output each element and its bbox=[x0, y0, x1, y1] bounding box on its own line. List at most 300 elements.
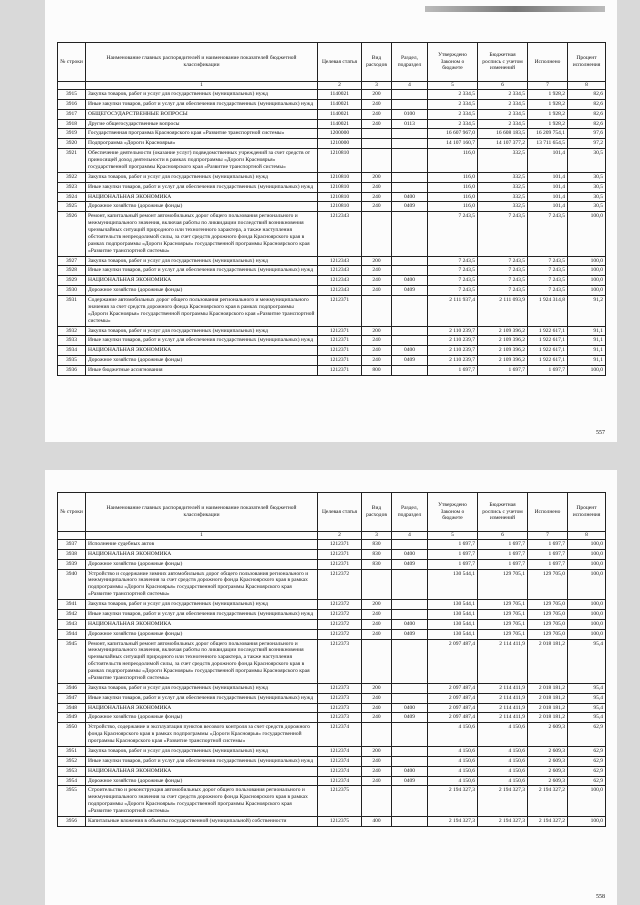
target-article: 1212373 bbox=[318, 703, 362, 713]
row-name: Исполнение судебных актов bbox=[86, 539, 318, 549]
target-article: 1212372 bbox=[318, 629, 362, 639]
row-name: Устройство, содержание и эксплуатация пунктов весового контроля за счет средств дорожного фонда Красноярского края в рамках подпрограммы «Дороги Красноярья» государственной программы Красноярского края «Развитие транспортной системы» bbox=[86, 723, 318, 747]
row-number: 3941 bbox=[58, 600, 86, 610]
table-row bbox=[58, 129, 606, 139]
schedule-amount: 129 705,1 bbox=[478, 609, 528, 619]
percent-executed: 62,9 bbox=[568, 756, 606, 766]
approved-amount: 130 544,1 bbox=[428, 629, 478, 639]
row-number: 3926 bbox=[58, 212, 86, 256]
row-name: Иные закупки товаров, работ и услуг для обеспечения государственных (муниципальных) нужд bbox=[86, 756, 318, 766]
schedule-amount: 2 109 396,2 bbox=[478, 326, 528, 336]
target-article: 1212373 bbox=[318, 693, 362, 703]
target-article: 1212374 bbox=[318, 776, 362, 786]
approved-amount: 116,0 bbox=[428, 192, 478, 202]
schedule-amount: 2 114 411,9 bbox=[478, 683, 528, 693]
column-numbers bbox=[58, 82, 606, 90]
target-article: 1210810 bbox=[318, 202, 362, 212]
target-article: 1212343 bbox=[318, 276, 362, 286]
approved-amount: 2 097 487,4 bbox=[428, 639, 478, 683]
target-article: 1212343 bbox=[318, 286, 362, 296]
approved-amount: 7 243,5 bbox=[428, 212, 478, 256]
percent-executed: 82,6 bbox=[568, 89, 606, 99]
header-approved: Утверждено Законом о бюджете bbox=[428, 493, 478, 532]
row-name: НАЦИОНАЛЬНАЯ ЭКОНОМИКА bbox=[86, 276, 318, 286]
row-name: НАЦИОНАЛЬНАЯ ЭКОНОМИКА bbox=[86, 549, 318, 559]
section-code: 0400 bbox=[392, 276, 428, 286]
approved-amount: 2 097 487,4 bbox=[428, 693, 478, 703]
executed-amount: 101,4 bbox=[528, 192, 568, 202]
row-name: Другие общегосударственные вопросы bbox=[86, 119, 318, 129]
percent-executed: 100,0 bbox=[568, 256, 606, 266]
table-row bbox=[58, 539, 606, 549]
executed-amount: 2 609,3 bbox=[528, 776, 568, 786]
table-row bbox=[58, 99, 606, 109]
section-code bbox=[392, 693, 428, 703]
approved-amount: 7 243,5 bbox=[428, 256, 478, 266]
percent-executed: 91,2 bbox=[568, 296, 606, 327]
executed-amount: 16 209 754,1 bbox=[528, 129, 568, 139]
expense-type: 240 bbox=[362, 619, 392, 629]
table-row bbox=[58, 139, 606, 149]
header-executed: Исполнено bbox=[528, 43, 568, 82]
section-code bbox=[392, 172, 428, 182]
section-code: 0400 bbox=[392, 346, 428, 356]
target-article: 1210810 bbox=[318, 149, 362, 173]
header-type: Вид расходов bbox=[362, 493, 392, 532]
executed-amount: 2 018 181,2 bbox=[528, 713, 568, 723]
schedule-amount: 2 194 327,3 bbox=[478, 786, 528, 817]
percent-executed: 100,0 bbox=[568, 569, 606, 600]
table-row bbox=[58, 816, 606, 826]
section-code bbox=[392, 149, 428, 173]
colnum: 1 bbox=[86, 82, 318, 90]
executed-amount: 7 243,5 bbox=[528, 266, 568, 276]
header-name: Наименование главных распорядителей и наименование показателей бюджетной классификации bbox=[86, 43, 318, 82]
section-code bbox=[392, 539, 428, 549]
section-code: 0409 bbox=[392, 202, 428, 212]
executed-amount: 2 194 327,2 bbox=[528, 786, 568, 817]
section-code: 0400 bbox=[392, 192, 428, 202]
percent-executed: 100,0 bbox=[568, 366, 606, 376]
target-article: 1210810 bbox=[318, 182, 362, 192]
colnum: 2 bbox=[318, 82, 362, 90]
percent-executed: 30,5 bbox=[568, 172, 606, 182]
schedule-amount: 2 109 396,2 bbox=[478, 336, 528, 346]
row-number: 3939 bbox=[58, 559, 86, 569]
percent-executed: 91,1 bbox=[568, 356, 606, 366]
row-number: 3930 bbox=[58, 286, 86, 296]
executed-amount: 2 018 181,2 bbox=[528, 639, 568, 683]
target-article: 1212343 bbox=[318, 212, 362, 256]
expense-type: 830 bbox=[362, 559, 392, 569]
table-row bbox=[58, 366, 606, 376]
table-row bbox=[58, 683, 606, 693]
row-number: 3927 bbox=[58, 256, 86, 266]
row-number: 3929 bbox=[58, 276, 86, 286]
expense-type: 200 bbox=[362, 326, 392, 336]
table-row bbox=[58, 109, 606, 119]
target-article: 1212371 bbox=[318, 539, 362, 549]
row-number: 3931 bbox=[58, 296, 86, 327]
approved-amount: 130 544,1 bbox=[428, 569, 478, 600]
schedule-amount: 7 243,5 bbox=[478, 212, 528, 256]
section-code bbox=[392, 723, 428, 747]
schedule-amount: 7 243,5 bbox=[478, 286, 528, 296]
approved-amount: 4 150,6 bbox=[428, 766, 478, 776]
section-code bbox=[392, 816, 428, 826]
row-name: Подпрограмма «Дороги Красноярья» bbox=[86, 139, 318, 149]
header-row-no: № строки bbox=[58, 493, 86, 532]
row-name: Ремонт, капитальный ремонт автомобильных дорог общего пользования регионального и межмуниципального значения, включая работы по ликвидации последствий возникновения чрезвычайных ситуаций природного или техногенного характера, а также наступления обстоятельств непреодолимой силы, за счет средств дорожного фонда Красноярского края в рамках подпрограммы «Дороги Красноярья» государственной программы Красноярского края «Развитие транспортной системы» bbox=[86, 639, 318, 683]
percent-executed: 30,5 bbox=[568, 192, 606, 202]
schedule-amount: 2 194 327,3 bbox=[478, 816, 528, 826]
row-name: НАЦИОНАЛЬНАЯ ЭКОНОМИКА bbox=[86, 346, 318, 356]
header-section: Раздел, подраздел bbox=[392, 43, 428, 82]
percent-executed: 30,5 bbox=[568, 182, 606, 192]
section-code bbox=[392, 99, 428, 109]
target-article: 1140021 bbox=[318, 99, 362, 109]
table-row bbox=[58, 296, 606, 327]
row-number: 3932 bbox=[58, 326, 86, 336]
percent-executed: 62,9 bbox=[568, 766, 606, 776]
percent-executed: 91,1 bbox=[568, 326, 606, 336]
target-article: 1212372 bbox=[318, 609, 362, 619]
approved-amount: 2 110 239,7 bbox=[428, 326, 478, 336]
target-article: 1212374 bbox=[318, 746, 362, 756]
executed-amount: 129 705,0 bbox=[528, 609, 568, 619]
approved-amount: 14 107 160,7 bbox=[428, 139, 478, 149]
schedule-amount: 7 243,5 bbox=[478, 256, 528, 266]
row-name: НАЦИОНАЛЬНАЯ ЭКОНОМИКА bbox=[86, 619, 318, 629]
executed-amount: 2 018 181,2 bbox=[528, 693, 568, 703]
table-row bbox=[58, 629, 606, 639]
colnum: 6 bbox=[478, 532, 528, 540]
row-number: 3923 bbox=[58, 182, 86, 192]
target-article: 1212373 bbox=[318, 713, 362, 723]
percent-executed: 100,0 bbox=[568, 600, 606, 610]
section-code: 0400 bbox=[392, 703, 428, 713]
section-code bbox=[392, 639, 428, 683]
table-row bbox=[58, 723, 606, 747]
header-type: Вид расходов bbox=[362, 43, 392, 82]
schedule-amount: 1 697,7 bbox=[478, 559, 528, 569]
target-article: 1212343 bbox=[318, 266, 362, 276]
row-number: 3942 bbox=[58, 609, 86, 619]
schedule-amount: 1 697,7 bbox=[478, 539, 528, 549]
target-article: 1140021 bbox=[318, 119, 362, 129]
approved-amount: 4 150,6 bbox=[428, 723, 478, 747]
expense-type: 240 bbox=[362, 756, 392, 766]
expense-type: 240 bbox=[362, 202, 392, 212]
row-number: 3951 bbox=[58, 746, 86, 756]
header-section: Раздел, подраздел bbox=[392, 493, 428, 532]
percent-executed: 100,0 bbox=[568, 266, 606, 276]
percent-executed: 82,6 bbox=[568, 99, 606, 109]
table-row bbox=[58, 703, 606, 713]
percent-executed: 100,0 bbox=[568, 629, 606, 639]
target-article: 1212374 bbox=[318, 756, 362, 766]
percent-executed: 95,4 bbox=[568, 713, 606, 723]
executed-amount: 129 705,0 bbox=[528, 600, 568, 610]
row-number: 3915 bbox=[58, 89, 86, 99]
target-article: 1212343 bbox=[318, 256, 362, 266]
approved-amount: 1 697,7 bbox=[428, 366, 478, 376]
target-article: 1212372 bbox=[318, 619, 362, 629]
executed-amount: 1 928,2 bbox=[528, 109, 568, 119]
section-code: 0409 bbox=[392, 776, 428, 786]
percent-executed: 30,5 bbox=[568, 149, 606, 173]
row-name: НАЦИОНАЛЬНАЯ ЭКОНОМИКА bbox=[86, 766, 318, 776]
table-row bbox=[58, 326, 606, 336]
section-code bbox=[392, 182, 428, 192]
document-page-558 bbox=[45, 470, 617, 905]
table-row bbox=[58, 182, 606, 192]
expense-type: 830 bbox=[362, 549, 392, 559]
section-code bbox=[392, 326, 428, 336]
row-number: 3943 bbox=[58, 619, 86, 629]
schedule-amount: 2 334,5 bbox=[478, 109, 528, 119]
expense-type bbox=[362, 786, 392, 817]
colnum: 7 bbox=[528, 532, 568, 540]
schedule-amount: 129 705,1 bbox=[478, 629, 528, 639]
percent-executed: 91,1 bbox=[568, 346, 606, 356]
percent-executed: 95,4 bbox=[568, 683, 606, 693]
executed-amount: 2 194 327,2 bbox=[528, 816, 568, 826]
row-name: ОБЩЕГОСУДАРСТВЕННЫЕ ВОПРОСЫ bbox=[86, 109, 318, 119]
approved-amount: 4 150,6 bbox=[428, 746, 478, 756]
approved-amount: 2 110 239,7 bbox=[428, 356, 478, 366]
schedule-amount: 2 114 411,9 bbox=[478, 639, 528, 683]
row-number: 3937 bbox=[58, 539, 86, 549]
colnum: 5 bbox=[428, 532, 478, 540]
executed-amount: 101,4 bbox=[528, 182, 568, 192]
table-row bbox=[58, 766, 606, 776]
target-article: 1212374 bbox=[318, 723, 362, 747]
percent-executed: 62,9 bbox=[568, 746, 606, 756]
row-name: Иные закупки товаров, работ и услуг для обеспечения государственных (муниципальных) нужд bbox=[86, 693, 318, 703]
approved-amount: 1 697,7 bbox=[428, 549, 478, 559]
executed-amount: 1 922 617,1 bbox=[528, 356, 568, 366]
percent-executed: 91,1 bbox=[568, 336, 606, 346]
expense-type bbox=[362, 129, 392, 139]
approved-amount: 2 334,5 bbox=[428, 89, 478, 99]
expense-type: 800 bbox=[362, 366, 392, 376]
percent-executed: 97,6 bbox=[568, 129, 606, 139]
expense-type: 240 bbox=[362, 266, 392, 276]
row-number: 3954 bbox=[58, 776, 86, 786]
schedule-amount: 1 697,7 bbox=[478, 366, 528, 376]
schedule-amount: 4 150,6 bbox=[478, 723, 528, 747]
percent-executed: 100,0 bbox=[568, 286, 606, 296]
table-row bbox=[58, 559, 606, 569]
expense-type: 240 bbox=[362, 703, 392, 713]
target-article: 1212375 bbox=[318, 816, 362, 826]
expense-type: 240 bbox=[362, 713, 392, 723]
colnum: 7 bbox=[528, 82, 568, 90]
percent-executed: 100,0 bbox=[568, 276, 606, 286]
expense-type: 240 bbox=[362, 356, 392, 366]
section-code bbox=[392, 89, 428, 99]
row-name: Государственная программа Красноярского края «Развитие транспортной системы» bbox=[86, 129, 318, 139]
schedule-amount: 4 150,6 bbox=[478, 746, 528, 756]
executed-amount: 1 697,7 bbox=[528, 559, 568, 569]
table-row bbox=[58, 119, 606, 129]
executed-amount: 1 928,2 bbox=[528, 89, 568, 99]
executed-amount: 1 922 617,1 bbox=[528, 336, 568, 346]
colnum: 4 bbox=[392, 532, 428, 540]
expense-type: 240 bbox=[362, 276, 392, 286]
percent-executed: 30,5 bbox=[568, 202, 606, 212]
row-name: Закупка товаров, работ и услуг для государственных (муниципальных) нужд bbox=[86, 326, 318, 336]
executed-amount: 1 928,2 bbox=[528, 119, 568, 129]
expense-type: 240 bbox=[362, 693, 392, 703]
header-executed: Исполнено bbox=[528, 493, 568, 532]
row-name: Иные закупки товаров, работ и услуг для обеспечения государственных (муниципальных) нужд bbox=[86, 609, 318, 619]
table-row bbox=[58, 212, 606, 256]
row-number: 3924 bbox=[58, 192, 86, 202]
colnum: 8 bbox=[568, 532, 606, 540]
executed-amount: 1 922 617,1 bbox=[528, 326, 568, 336]
section-code bbox=[392, 683, 428, 693]
expense-type bbox=[362, 212, 392, 256]
expense-type: 830 bbox=[362, 539, 392, 549]
row-name: Дорожное хозяйство (дорожные фонды) bbox=[86, 202, 318, 212]
row-number: 3918 bbox=[58, 119, 86, 129]
executed-amount: 1 922 617,1 bbox=[528, 346, 568, 356]
table-row bbox=[58, 172, 606, 182]
schedule-amount: 2 111 093,9 bbox=[478, 296, 528, 327]
expense-type bbox=[362, 296, 392, 327]
approved-amount: 16 607 967,0 bbox=[428, 129, 478, 139]
approved-amount: 116,0 bbox=[428, 182, 478, 192]
schedule-amount: 4 150,6 bbox=[478, 756, 528, 766]
table-row bbox=[58, 746, 606, 756]
approved-amount: 2 110 239,7 bbox=[428, 346, 478, 356]
row-number: 3940 bbox=[58, 569, 86, 600]
row-number: 3920 bbox=[58, 139, 86, 149]
section-code bbox=[392, 256, 428, 266]
table-row bbox=[58, 346, 606, 356]
target-article: 1140021 bbox=[318, 109, 362, 119]
table-row bbox=[58, 693, 606, 703]
row-name: Закупка товаров, работ и услуг для государственных (муниципальных) нужд bbox=[86, 172, 318, 182]
approved-amount: 130 544,1 bbox=[428, 609, 478, 619]
scan-artifact bbox=[425, 6, 605, 12]
table-row bbox=[58, 276, 606, 286]
document-page-557 bbox=[45, 0, 617, 442]
schedule-amount: 4 150,6 bbox=[478, 766, 528, 776]
expense-type: 240 bbox=[362, 109, 392, 119]
percent-executed: 100,0 bbox=[568, 816, 606, 826]
schedule-amount: 7 243,5 bbox=[478, 266, 528, 276]
page-number: 557 bbox=[596, 430, 605, 436]
table-row bbox=[58, 356, 606, 366]
section-code bbox=[392, 366, 428, 376]
expense-type: 240 bbox=[362, 346, 392, 356]
section-code bbox=[392, 212, 428, 256]
table-row bbox=[58, 713, 606, 723]
row-number: 3956 bbox=[58, 816, 86, 826]
row-number: 3946 bbox=[58, 683, 86, 693]
target-article: 1212373 bbox=[318, 683, 362, 693]
colnum: 2 bbox=[318, 532, 362, 540]
row-name: Ремонт, капитальный ремонт автомобильных дорог общего пользования регионального и межмуниципального значения, включая работы по ликвидации последствий возникновения чрезвычайных ситуаций природного или техногенного характера, а также наступления обстоятельств непреодолимой силы, за счет средств дорожного фонда Красноярского края в рамках подпрограммы «Дороги Красноярья» государственной программы Красноярского края «Развитие транспортной системы» bbox=[86, 212, 318, 256]
executed-amount: 101,4 bbox=[528, 149, 568, 173]
expense-type: 240 bbox=[362, 99, 392, 109]
approved-amount: 2 097 487,4 bbox=[428, 683, 478, 693]
row-number: 3922 bbox=[58, 172, 86, 182]
row-name: Дорожное хозяйство (дорожные фонды) bbox=[86, 356, 318, 366]
target-article: 1212372 bbox=[318, 569, 362, 600]
row-number: 3949 bbox=[58, 713, 86, 723]
table-row bbox=[58, 786, 606, 817]
expense-type: 200 bbox=[362, 89, 392, 99]
row-number: 3925 bbox=[58, 202, 86, 212]
schedule-amount: 332,5 bbox=[478, 172, 528, 182]
schedule-amount: 129 705,1 bbox=[478, 569, 528, 600]
expense-type: 240 bbox=[362, 629, 392, 639]
table-row bbox=[58, 256, 606, 266]
row-number: 3934 bbox=[58, 346, 86, 356]
table-row bbox=[58, 286, 606, 296]
row-number: 3955 bbox=[58, 786, 86, 817]
executed-amount: 1 697,7 bbox=[528, 366, 568, 376]
target-article: 1140021 bbox=[318, 89, 362, 99]
expense-type: 240 bbox=[362, 182, 392, 192]
schedule-amount: 332,5 bbox=[478, 149, 528, 173]
colnum: 3 bbox=[362, 532, 392, 540]
table-row bbox=[58, 336, 606, 346]
row-number: 3917 bbox=[58, 109, 86, 119]
approved-amount: 2 194 327,3 bbox=[428, 816, 478, 826]
expense-type: 200 bbox=[362, 746, 392, 756]
expense-type: 200 bbox=[362, 683, 392, 693]
row-name: Содержание автомобильных дорог общего пользования регионального и межмуниципального значения за счет средств дорожного фонда Красноярского края в рамках подпрограммы «Дороги Красноярья» государственной программы Красноярского края «Развитие транспортной системы» bbox=[86, 296, 318, 327]
executed-amount: 1 928,2 bbox=[528, 99, 568, 109]
table-row bbox=[58, 89, 606, 99]
section-code: 0400 bbox=[392, 619, 428, 629]
percent-executed: 82,6 bbox=[568, 109, 606, 119]
percent-executed: 95,4 bbox=[568, 703, 606, 713]
approved-amount: 130 544,1 bbox=[428, 600, 478, 610]
row-number: 3950 bbox=[58, 723, 86, 747]
schedule-amount: 2 334,5 bbox=[478, 99, 528, 109]
executed-amount: 2 609,3 bbox=[528, 756, 568, 766]
colnum: 3 bbox=[362, 82, 392, 90]
section-code: 0100 bbox=[392, 109, 428, 119]
schedule-amount: 332,5 bbox=[478, 202, 528, 212]
approved-amount: 2 097 487,4 bbox=[428, 703, 478, 713]
approved-amount: 2 334,5 bbox=[428, 99, 478, 109]
approved-amount: 2 111 937,4 bbox=[428, 296, 478, 327]
approved-amount: 116,0 bbox=[428, 202, 478, 212]
approved-amount: 116,0 bbox=[428, 149, 478, 173]
expense-type: 400 bbox=[362, 816, 392, 826]
row-name: Дорожное хозяйство (дорожные фонды) bbox=[86, 629, 318, 639]
executed-amount: 13 711 654,5 bbox=[528, 139, 568, 149]
row-number: 3938 bbox=[58, 549, 86, 559]
section-code: 0409 bbox=[392, 286, 428, 296]
executed-amount: 1 697,7 bbox=[528, 549, 568, 559]
schedule-amount: 332,5 bbox=[478, 182, 528, 192]
approved-amount: 116,0 bbox=[428, 172, 478, 182]
approved-amount: 130 544,1 bbox=[428, 619, 478, 629]
row-name: Обеспечение деятельности (оказание услуг) подведомственных учреждений за счет средств от приносящей доход деятельности в рамках подпрограммы «Дороги Красноярья» государственной программы Красноярского края «Развитие транспортной системы» bbox=[86, 149, 318, 173]
percent-executed: 95,4 bbox=[568, 639, 606, 683]
section-code: 0409 bbox=[392, 629, 428, 639]
page-number: 558 bbox=[596, 894, 605, 900]
section-code bbox=[392, 296, 428, 327]
